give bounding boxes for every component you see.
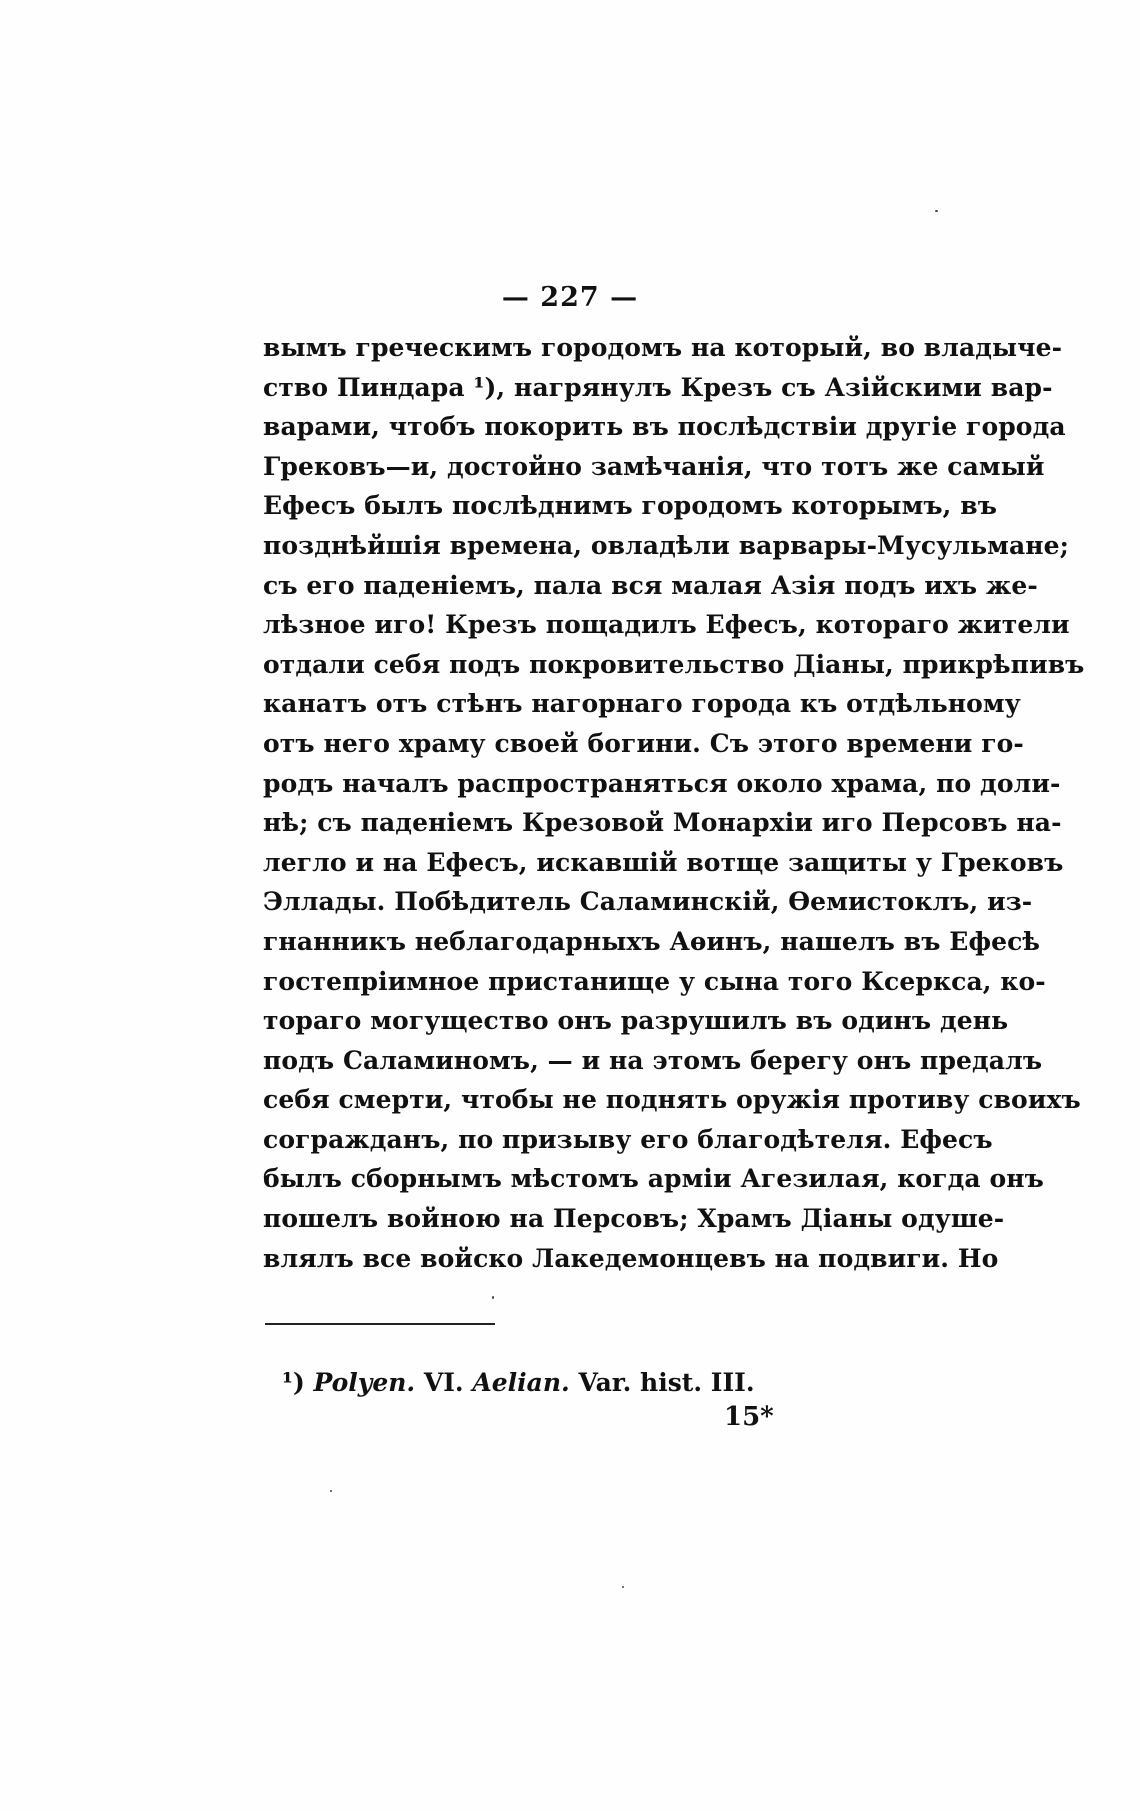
text-line: Эллады. Побѣдитель Саламинскій, Ѳемистоклъ, из- [263,887,1033,917]
text-line: лѣзное иго! Крезъ пощадилъ Ефесъ, котораго жители [263,610,1070,640]
text-line: тораго могущество онъ разрушилъ въ одинъ день [263,1006,1009,1036]
page-number-header: — 227 — [501,282,639,313]
footnote-num: VI. [423,1368,464,1397]
text-line: подъ Саламиномъ, — и на этомъ берегу онъ предалъ [263,1045,1043,1075]
text-line: себя смерти, чтобы не поднять оружія противу своихъ [263,1085,1081,1115]
text-line: влялъ все войско Лакедемонцевъ на подвиги. Но [263,1243,999,1273]
text-line: съ его паденіемъ, пала вся малая Азія подъ ихъ же- [263,570,1038,600]
text-line: согражданъ, по призыву его благодѣтеля. Ефесъ [263,1124,993,1154]
text-line: варами, чтобъ покорить въ послѣдствіи другіе города [263,412,1066,442]
text-line: былъ сборнымъ мѣстомъ арміи Агезилая, когда онъ [263,1164,1044,1194]
text-line: гостепріимное пристанище у сына того Ксеркса, ко- [263,966,1046,996]
text-line: отдали себя подъ покровительство Діаны, прикрѣпивъ [263,649,1085,679]
body-text [263,328,1085,1278]
text-line: позднѣйшія времена, овладѣли варвары-Мусульмане; [263,530,1069,560]
footnote-text: Var. hist. III. [578,1368,755,1397]
text-line: отъ него храму своей богини. Съ этого времени го- [263,728,1024,758]
text-line: вымъ греческимъ городомъ на который, во владыче- [263,333,1063,362]
footnote-divider [265,1323,495,1325]
text-line: канатъ отъ стѣнъ нагорнаго города къ отдѣльному [263,689,1021,719]
footnote [282,1368,755,1397]
text-line: родъ началъ распространяться около храма, по доли- [263,768,1061,798]
scan-speck [622,1586,624,1588]
text-line: Грековъ—и, достойно замѣчанія, что тотъ же самый [263,451,1045,481]
text-line: гнанникъ неблагодарныхъ Аѳинъ, нашелъ въ Ефесѣ [263,926,1041,956]
text-line: пошелъ войною на Персовъ; Храмъ Діаны одуше- [263,1204,1005,1234]
footnote-ref-polyen: Polyen. [313,1368,416,1397]
text-line: легло и на Ефесъ, искавшій вотще защиты у Грековъ [263,847,1064,877]
signature-mark: 15* [724,1402,774,1432]
footnote-ref-aelian: Aelian. [472,1368,570,1397]
text-line: ство Пиндара ¹), нагрянулъ Крезъ съ Азійскими вар- [263,372,1053,402]
scan-speck [330,1490,332,1492]
footnote-marker: ¹) [282,1368,305,1397]
scan-speck [492,1296,494,1299]
text-line: Ефесъ былъ послѣднимъ городомъ которымъ, въ [263,491,998,521]
scan-speck [935,210,938,212]
text-line: нѣ; съ паденіемъ Крезовой Монархіи иго Персовъ на- [263,808,1062,838]
